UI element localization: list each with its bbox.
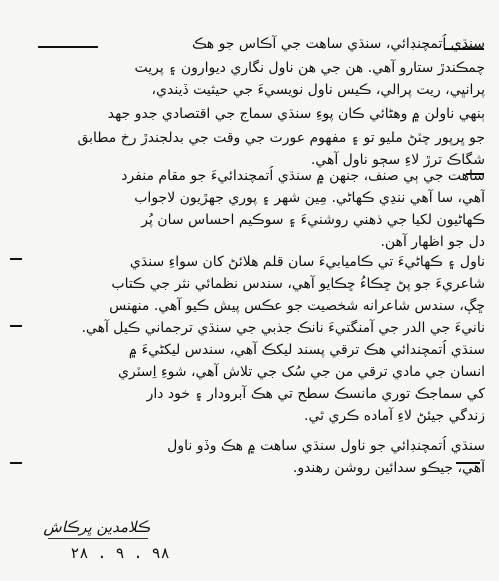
text-line: ڇڳ، سندس شاعرانه شخصيت جو عڪس پيش ڪيو آهي. منهنس [109, 298, 485, 314]
paragraph-dash [10, 462, 22, 464]
text-line: ٻنهي ناولن ۾ وهڻائي ڪان پوءِ سنڌي سماج جي اقتصادي جدو جهد [107, 106, 485, 122]
text-line: پرانڀي، ريت پرالي، ڪيس ناول نويسيءَ جي حيثيت ڏيندي، [151, 82, 485, 98]
text-line: شگاڪ ترڙ لاءِ سڄو ناول آهي. [310, 152, 485, 168]
text-line: دل جو اظهار آهن. [380, 234, 485, 250]
text-line: آهي، سا آهي ننڍي ڪهاڻي. مِين شهر ۽ پوري جهڙيون لاجواب [134, 190, 485, 206]
text-line: سنڌي اُتمچنڊائي جو ناول سنڌي ساهت ۾ هڪ وڏو ناول [167, 438, 485, 454]
text-line: زندگي جيئڻ لاءِ آماده ڪري ٿي. [304, 408, 485, 424]
text-line: جو ڀرپور چٽڻ مليو تو ۽ مفهوم عورت جي وقت جي بدلجندڙ رخ مطابق [77, 130, 485, 146]
text-line: انسان جي مادي ترقي من جي سُک جي تلاش آهي، شوءِ اِسٽري [118, 364, 485, 380]
text-line: شاعريءَ جو پڻ ڇڪاءُ ڇڪايو آهي، سندس نظمائي نثر جي ڪتاب [111, 276, 485, 292]
text-line: چمڪندڙ ستارو آهي. هن جي هن ناول نگاري ديوارون ۽ پريت [134, 60, 485, 76]
paragraph-dash [10, 258, 22, 260]
text-line: نانيءَ جي الدر جي آمنگتيءَ نانڪ جذبي جي سنڌي ترجماني ڪيل آهي. [81, 320, 485, 336]
text-line: کي سماجڪ توري مانسڪ سطح تي هڪ آبرودار ۽ خود دار [146, 386, 485, 402]
text-line: سنڌي اُتمچنڊائي، سنڌي ساهت جي آڪاس جو هڪ [191, 36, 485, 52]
text-line: ساهت جي ٻي صنف، جنهن ۾ سنڌي اُتمچندائيءَ جو مقام منفرد [121, 168, 485, 184]
signature: ڪلامدين ڀرڪاش [43, 518, 150, 536]
text-line: ڪهاڻيون لکيا جي ذهني روشنيءَ ۽ سوڪيم احساس سان پُر [141, 212, 485, 228]
text-line: ناول ۽ ڪهاڻيءَ تي ڪاميابيءَ سان قلم هلائڻ کان سواءِ سنڌي [129, 254, 485, 270]
text-line: آهي، جيڪو سدائين روشن رهندو. [292, 460, 485, 476]
text-line: سنڌي اُتمچندائي هڪ ترقي پسند ليکڪ آهي، سندس ليکڻيءَ ۾ [128, 342, 485, 358]
signature-underline [48, 538, 148, 539]
paragraph-dash [10, 325, 22, 327]
signature-date: ۲۸ . ۹ . ۹۸ [70, 544, 170, 562]
